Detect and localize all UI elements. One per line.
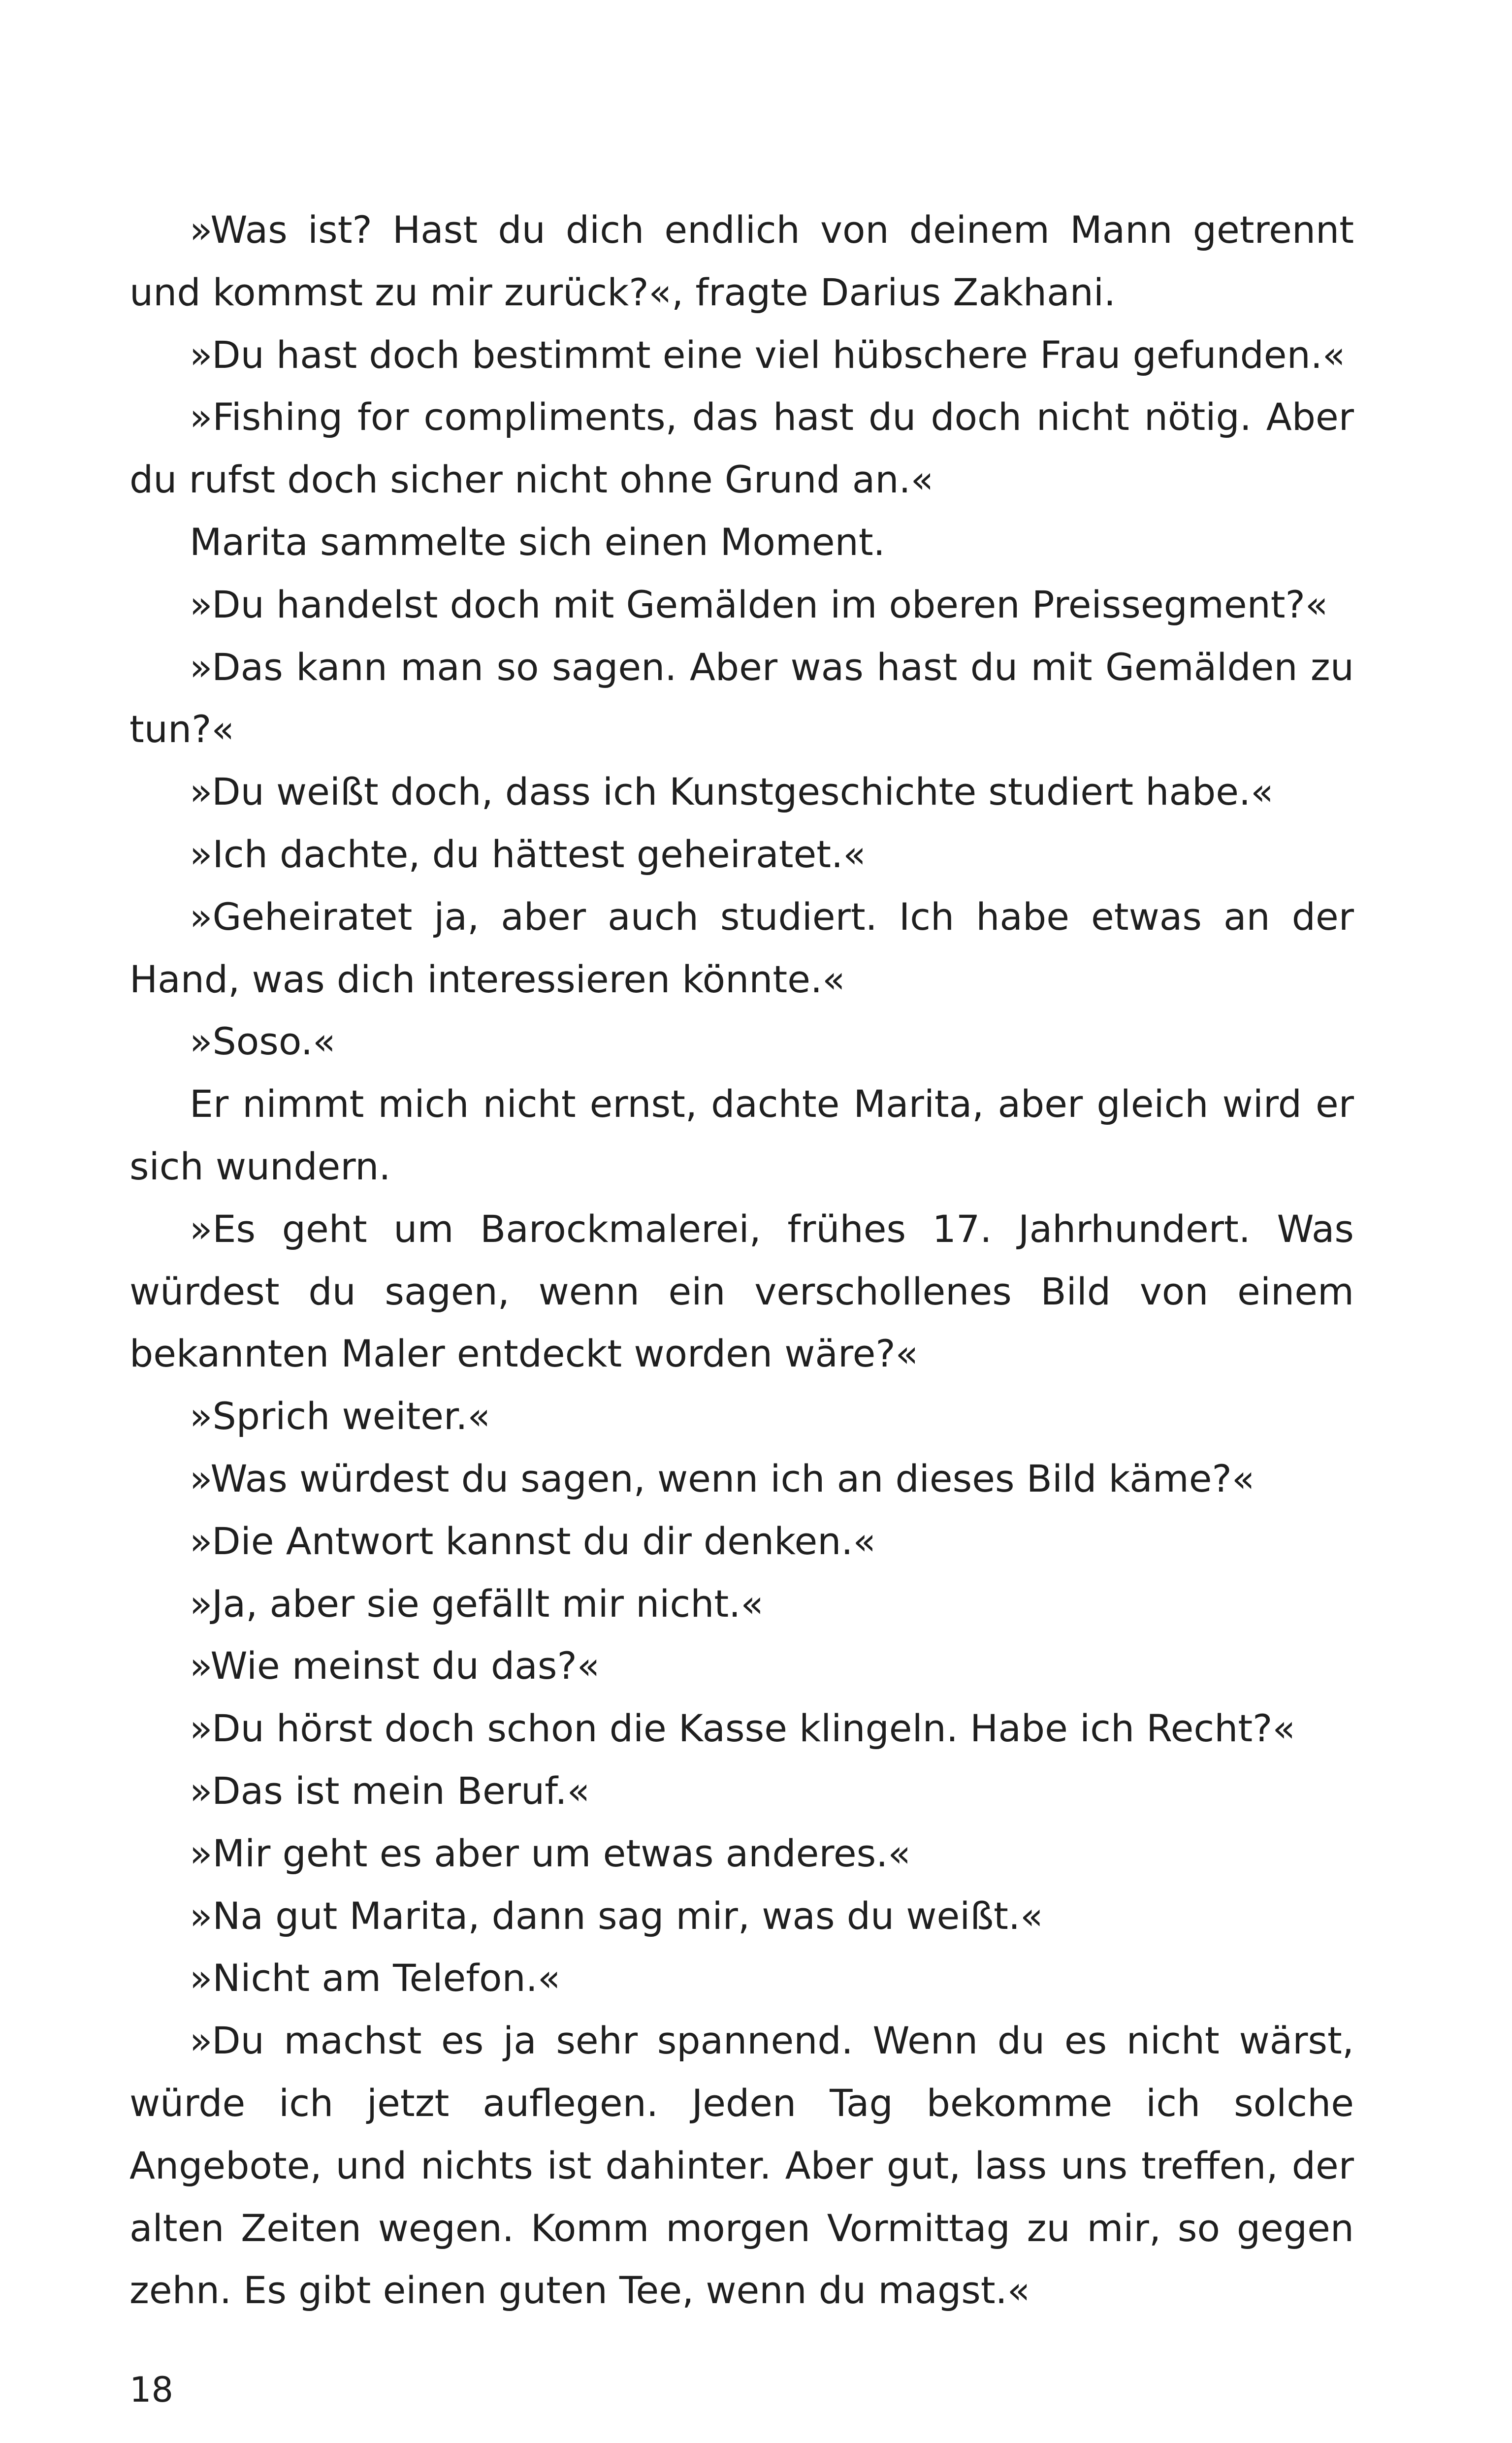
paragraph: »Ich dachte, du hättest geheiratet.«: [190, 832, 866, 876]
paragraph: »Was ist? Hast du dich endlich von deinem Mann getrennt und kommst zu mir zurück?«, fragte Darius Zakhani.: [129, 208, 1354, 314]
paragraph: »Du machst es ja sehr spannend. Wenn du es nicht wärst, würde ich jetzt auflegen. Jeden Tag bekomme ich solche Angebote, und nichts ist dahinter. Aber gut, lass uns treffen, der alten Zeiten wegen. Komm morgen Vormittag zu mir, so gegen zehn. Es gibt einen guten Tee, wenn du magst.«: [129, 2019, 1354, 2313]
paragraph: »Du weißt doch, dass ich Kunstgeschichte studiert habe.«: [190, 770, 1274, 814]
body-text: [129, 199, 1354, 2322]
paragraph: »Du hast doch bestimmt eine viel hübschere Frau gefunden.«: [190, 332, 1346, 377]
page-number: 18: [129, 2370, 174, 2410]
paragraph: Er nimmt mich nicht ernst, dachte Marita, aber gleich wird er sich wundern.: [129, 1082, 1354, 1188]
paragraph: »Das kann man so sagen. Aber was hast du mit Gemälden zu tun?«: [129, 645, 1354, 751]
paragraph: »Das ist mein Beruf.«: [190, 1768, 590, 1813]
paragraph: »Na gut Marita, dann sag mir, was du weißt.«: [190, 1893, 1043, 1938]
paragraph: »Mir geht es aber um etwas anderes.«: [190, 1831, 911, 1875]
paragraph: »Fishing for compliments, das hast du doch nicht nötig. Aber du rufst doch sicher nicht ohne Grund an.«: [129, 395, 1354, 502]
paragraph: »Sprich weiter.«: [190, 1394, 490, 1438]
paragraph: »Was würdest du sagen, wenn ich an dieses Bild käme?«: [190, 1456, 1255, 1500]
paragraph: »Geheiratet ja, aber auch studiert. Ich habe etwas an der Hand, was dich interessieren könnte.«: [129, 894, 1354, 1001]
paragraph: Marita sammelte sich einen Moment.: [190, 520, 885, 564]
paragraph: »Du hörst doch schon die Kasse klingeln. Habe ich Recht?«: [190, 1706, 1296, 1751]
paragraph: »Wie meinst du das?«: [190, 1644, 600, 1688]
paragraph: »Die Antwort kannst du dir denken.«: [190, 1519, 876, 1563]
paragraph: »Ja, aber sie gefällt mir nicht.«: [190, 1581, 764, 1626]
paragraph: »Du handelst doch mit Gemälden im oberen Preissegment?«: [190, 582, 1328, 626]
paragraph: »Es geht um Barockmalerei, frühes 17. Jahrhundert. Was würdest du sagen, wenn ein verschollenes Bild von einem bekannten Maler entdeckt worden wäre?«: [129, 1206, 1354, 1376]
paragraph: »Soso.«: [190, 1019, 336, 1064]
paragraph: »Nicht am Telefon.«: [190, 1956, 561, 2000]
